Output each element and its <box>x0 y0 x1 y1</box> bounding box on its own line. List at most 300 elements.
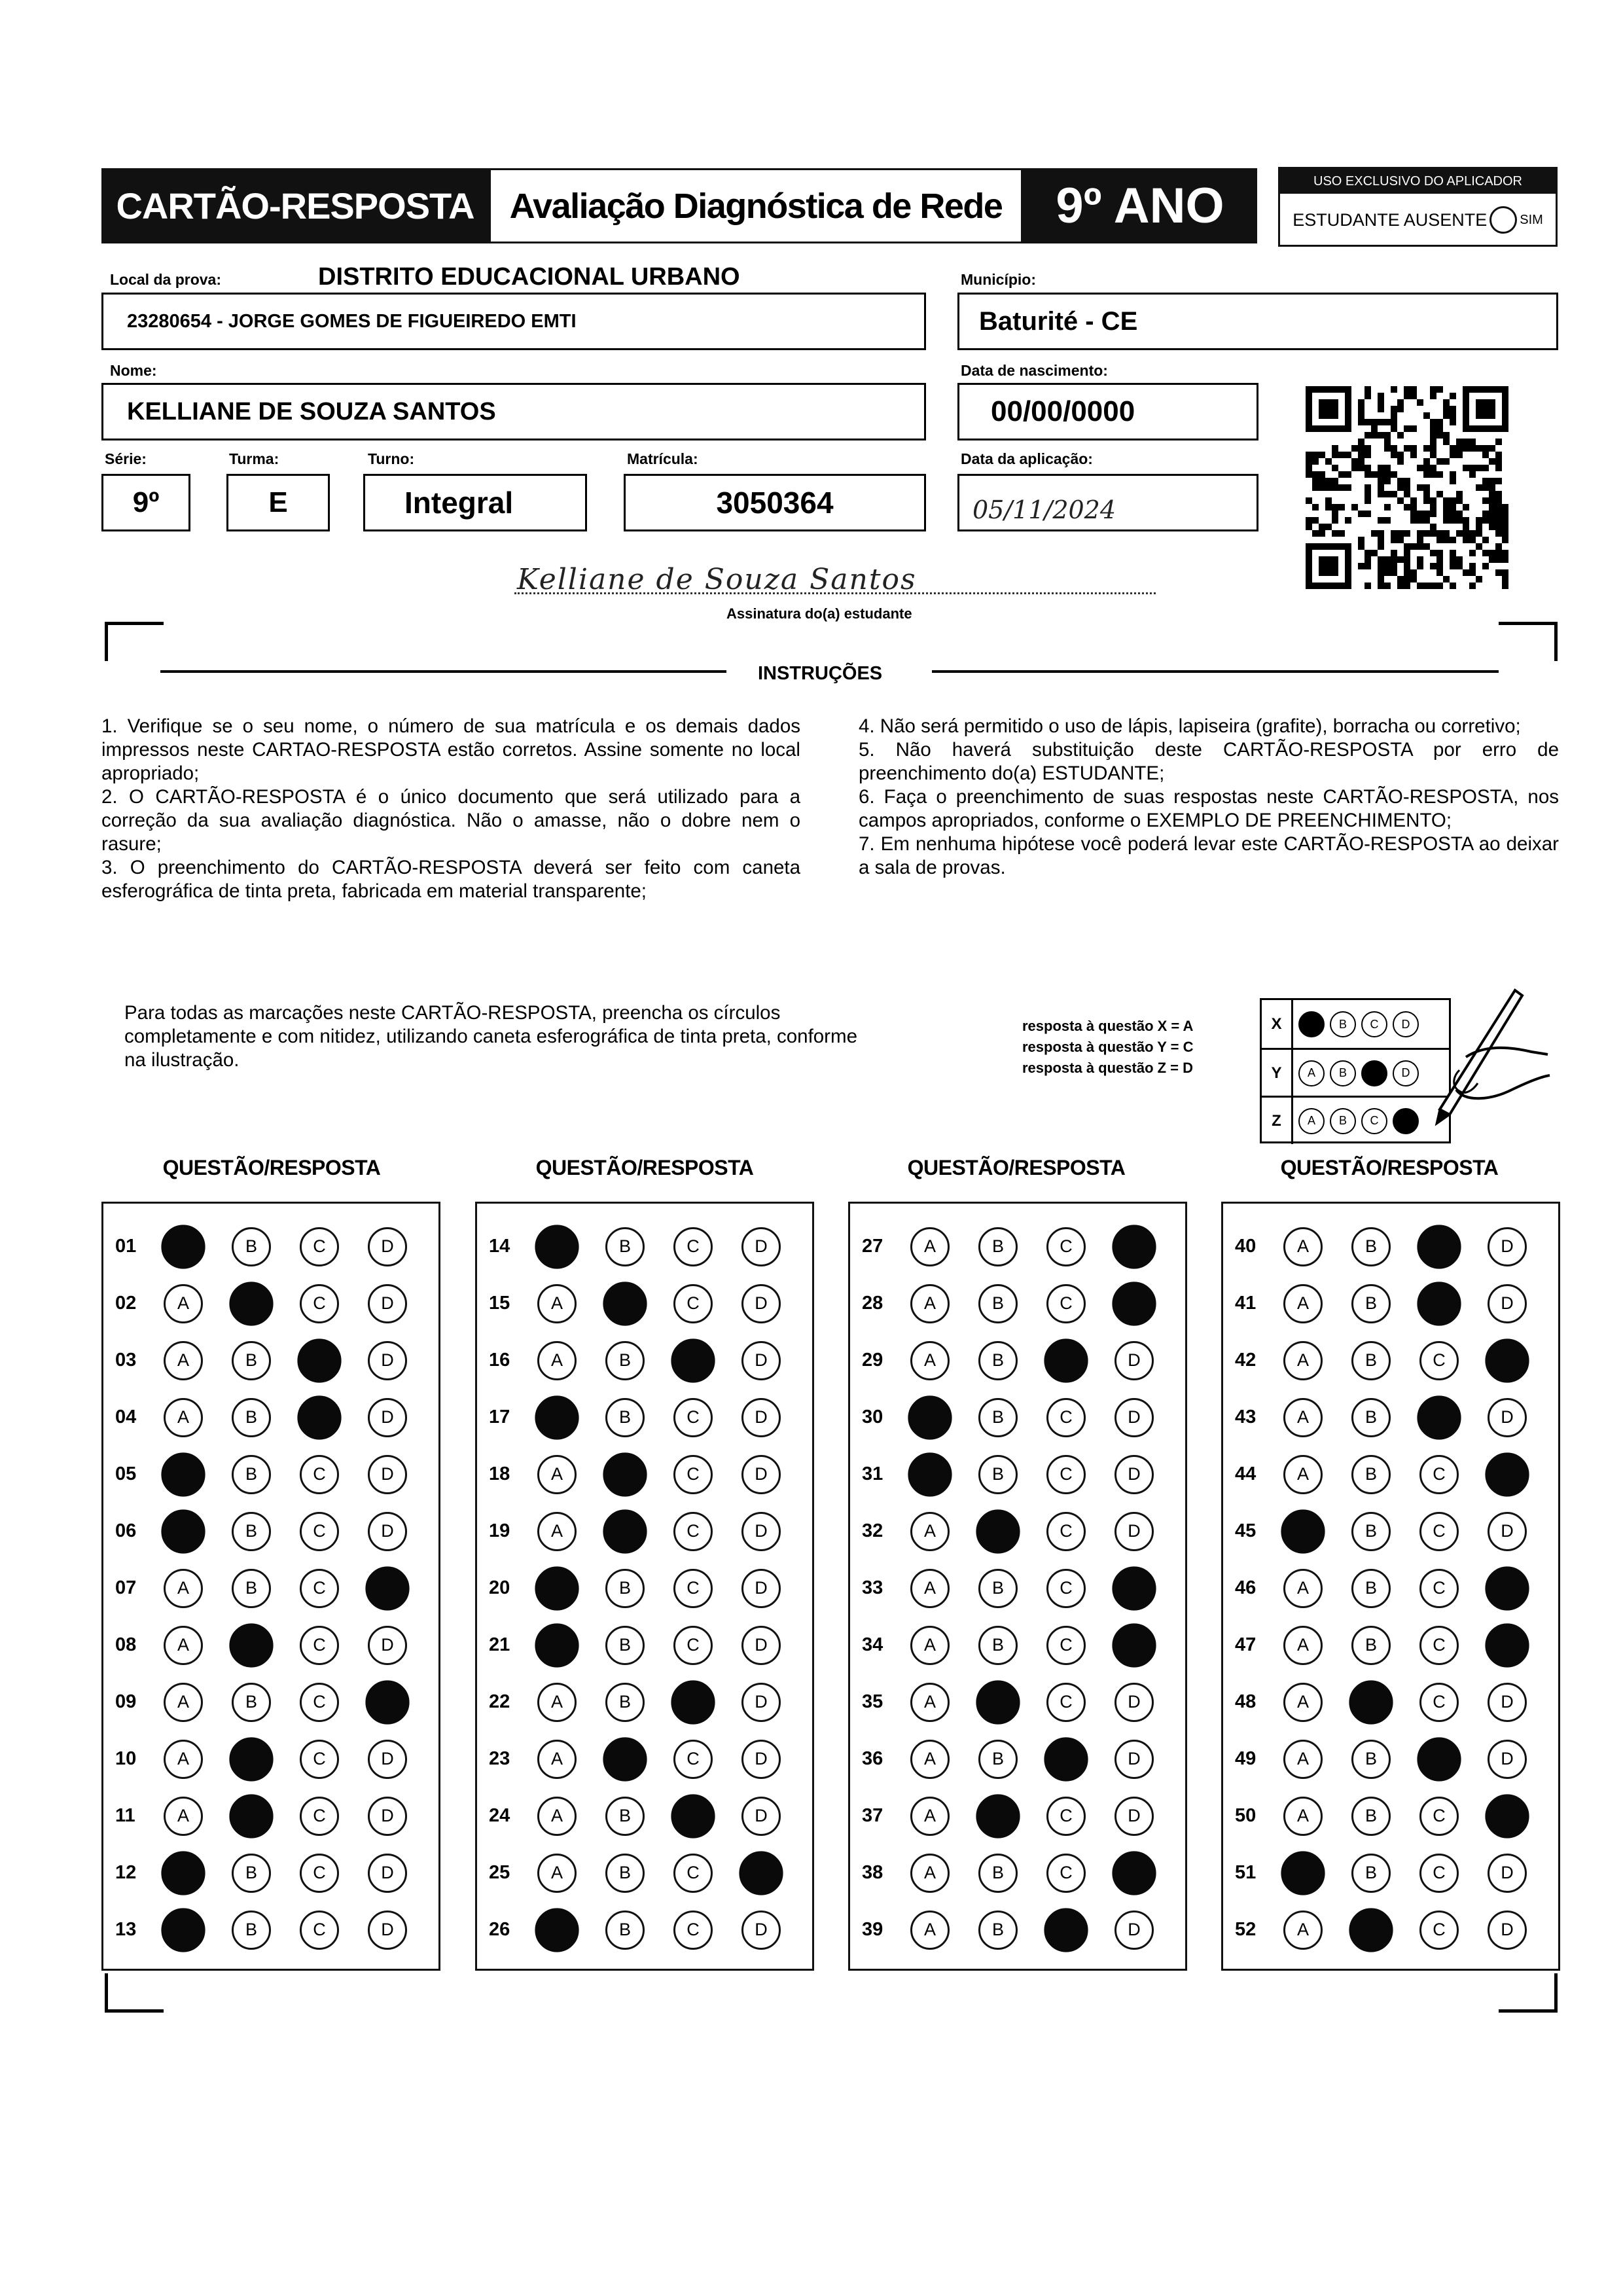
answer-bubble-d[interactable]: D <box>1115 1740 1154 1779</box>
answer-bubble-b[interactable]: B <box>605 1683 645 1722</box>
answer-bubble-b[interactable]: B <box>605 1341 645 1380</box>
answer-bubble-b[interactable] <box>229 1737 273 1781</box>
answer-bubble-d[interactable]: D <box>741 1284 781 1323</box>
qr-module <box>1384 439 1391 445</box>
question-number: 19 <box>489 1520 510 1541</box>
qr-module <box>1456 491 1463 497</box>
answer-bubble-b[interactable]: B <box>1351 1569 1391 1608</box>
qr-module <box>1332 478 1338 484</box>
qr-module <box>1463 524 1469 530</box>
answer-bubble-d[interactable]: D <box>368 1512 407 1551</box>
answer-bubble-c[interactable]: C <box>1046 1227 1086 1266</box>
answer-bubble-b[interactable]: B <box>232 1341 271 1380</box>
answer-bubble-b[interactable]: B <box>1351 1341 1391 1380</box>
absent-checkbox[interactable] <box>1489 206 1517 234</box>
corner-mark-top-left <box>105 622 164 661</box>
answer-bubble-d[interactable] <box>1112 1225 1156 1268</box>
answer-bubble-b[interactable]: B <box>605 1398 645 1437</box>
qr-module <box>1345 471 1351 478</box>
answer-bubble-d[interactable]: D <box>1488 1854 1527 1893</box>
answer-bubble-d[interactable]: D <box>1488 1910 1527 1950</box>
answer-bubble-b[interactable]: B <box>232 1512 271 1551</box>
answer-bubble-b[interactable]: B <box>232 1569 271 1608</box>
answer-bubble-a[interactable]: A <box>1283 1910 1323 1950</box>
answer-bubble-b[interactable]: B <box>978 1569 1018 1608</box>
answer-bubble-d[interactable]: D <box>1115 1683 1154 1722</box>
answer-bubble-c[interactable]: C <box>673 1569 713 1608</box>
answer-bubble-b[interactable]: B <box>978 1626 1018 1665</box>
answer-bubble-d[interactable]: D <box>741 1569 781 1608</box>
answer-bubble-c[interactable]: C <box>1046 1854 1086 1893</box>
qr-module <box>1384 569 1391 576</box>
answer-bubble-c[interactable] <box>1417 1737 1461 1781</box>
answer-bubble-c[interactable] <box>1417 1282 1461 1325</box>
qr-module <box>1495 517 1502 524</box>
nascimento-value: 00/00/0000 <box>991 395 1135 427</box>
qr-module <box>1364 432 1371 439</box>
answer-bubble-b[interactable] <box>603 1737 647 1781</box>
answer-bubble-a[interactable] <box>535 1623 579 1667</box>
answer-bubble-c[interactable]: C <box>1419 1854 1459 1893</box>
nome-value: KELLIANE DE SOUZA SANTOS <box>127 397 496 425</box>
answer-bubble-a[interactable]: A <box>910 1569 950 1608</box>
question-number: 02 <box>115 1293 137 1314</box>
qr-module <box>1358 511 1364 517</box>
answer-bubble-b[interactable]: B <box>978 1854 1018 1893</box>
answer-bubble-c[interactable] <box>671 1794 715 1838</box>
answer-bubble-b[interactable]: B <box>978 1398 1018 1437</box>
answer-bubble-b[interactable]: B <box>1351 1740 1391 1779</box>
answer-bubble-b[interactable]: B <box>605 1797 645 1836</box>
answer-bubble-c[interactable]: C <box>673 1455 713 1494</box>
answer-bubble-a[interactable]: A <box>910 1227 950 1266</box>
answer-bubble-d[interactable] <box>1485 1623 1529 1667</box>
answer-bubble-d[interactable]: D <box>741 1910 781 1950</box>
answer-bubble-b[interactable] <box>603 1452 647 1496</box>
answer-bubble-d[interactable]: D <box>741 1512 781 1551</box>
answer-bubble-b[interactable] <box>603 1282 647 1325</box>
answer-bubble-c[interactable]: C <box>300 1740 339 1779</box>
answer-bubble-c[interactable]: C <box>1419 1512 1459 1551</box>
answer-bubble-c[interactable]: C <box>1046 1569 1086 1608</box>
question-number: 27 <box>862 1236 883 1257</box>
answer-bubble-a[interactable]: A <box>910 1341 950 1380</box>
qr-module <box>1502 556 1508 563</box>
answer-row <box>850 1731 1185 1787</box>
answer-bubble-a[interactable] <box>1281 1509 1325 1553</box>
answer-bubble-a[interactable]: A <box>164 1569 203 1608</box>
answer-bubble-b[interactable] <box>1349 1908 1393 1952</box>
qr-module <box>1378 484 1384 491</box>
answer-bubble-d[interactable]: D <box>368 1227 407 1266</box>
answer-bubble-d[interactable] <box>1485 1338 1529 1382</box>
answer-bubble-d[interactable]: D <box>368 1284 407 1323</box>
qr-module <box>1338 471 1345 478</box>
qr-module <box>1378 569 1384 576</box>
answer-bubble-c[interactable]: C <box>673 1740 713 1779</box>
answer-bubble-d[interactable]: D <box>1488 1683 1527 1722</box>
answer-bubble-b[interactable]: B <box>978 1740 1018 1779</box>
answer-bubble-d[interactable]: D <box>741 1398 781 1437</box>
answer-bubble-c[interactable]: C <box>300 1512 339 1551</box>
answer-bubble-b[interactable]: B <box>978 1284 1018 1323</box>
answer-bubble-d[interactable]: D <box>741 1341 781 1380</box>
answer-bubble-d[interactable]: D <box>368 1455 407 1494</box>
answer-bubble-c[interactable]: C <box>300 1569 339 1608</box>
answer-bubble-a[interactable]: A <box>164 1284 203 1323</box>
answer-bubble-b[interactable]: B <box>1351 1398 1391 1437</box>
qr-module <box>1397 576 1404 583</box>
answer-bubble-b[interactable]: B <box>978 1455 1018 1494</box>
answer-bubble-a[interactable]: A <box>910 1797 950 1836</box>
qr-module <box>1430 530 1436 537</box>
answer-bubble-a[interactable]: A <box>164 1626 203 1665</box>
pen-hand-icon <box>1400 978 1551 1136</box>
answer-bubble-d[interactable]: D <box>741 1740 781 1779</box>
answer-bubble-c[interactable] <box>1044 1737 1088 1781</box>
answer-bubble-b[interactable]: B <box>1351 1455 1391 1494</box>
answer-bubble-c[interactable]: C <box>1419 1341 1459 1380</box>
qr-module <box>1332 465 1338 471</box>
qr-module <box>1469 465 1476 471</box>
qr-module <box>1358 439 1364 445</box>
answer-bubble-c[interactable]: C <box>300 1854 339 1893</box>
answer-bubble-d[interactable]: D <box>1488 1740 1527 1779</box>
answer-bubble-c[interactable]: C <box>1046 1683 1086 1722</box>
answer-bubble-b[interactable]: B <box>232 1227 271 1266</box>
answer-bubble-c[interactable]: C <box>1419 1626 1459 1665</box>
answer-bubble-c[interactable]: C <box>1046 1398 1086 1437</box>
answer-bubble-a[interactable]: A <box>1283 1284 1323 1323</box>
answer-bubble-d[interactable] <box>365 1680 409 1724</box>
answer-bubble-d[interactable]: D <box>741 1455 781 1494</box>
question-number: 46 <box>1235 1577 1257 1598</box>
answer-bubble-a[interactable] <box>908 1452 952 1496</box>
qr-module <box>1325 504 1332 511</box>
answer-bubble-a[interactable]: A <box>164 1797 203 1836</box>
answer-bubble-c[interactable]: C <box>1419 1455 1459 1494</box>
answer-bubble-d[interactable] <box>1112 1851 1156 1895</box>
answer-bubble-c[interactable]: C <box>1046 1455 1086 1494</box>
question-number: 10 <box>115 1748 137 1769</box>
municipio-field <box>957 293 1558 350</box>
answer-bubble-c[interactable]: C <box>300 1227 339 1266</box>
answer-bubble-c[interactable]: C <box>1419 1910 1459 1950</box>
turno-value: Integral <box>404 486 514 520</box>
answer-bubble-a[interactable]: A <box>1283 1797 1323 1836</box>
answer-bubble-a[interactable]: A <box>164 1341 203 1380</box>
answer-bubble-a[interactable]: A <box>1283 1626 1323 1665</box>
answer-bubble-c[interactable]: C <box>1419 1569 1459 1608</box>
answer-bubble-d[interactable] <box>1112 1282 1156 1325</box>
answer-bubble-d[interactable]: D <box>1115 1512 1154 1551</box>
answer-bubble-d[interactable]: D <box>368 1626 407 1665</box>
answer-bubble-b[interactable]: B <box>232 1854 271 1893</box>
answer-bubble-a[interactable]: A <box>537 1854 577 1893</box>
instruction-7: 7. Em nenhuma hipótese você poderá levar este CARTÃO-RESPOSTA ao deixar a sala de provas. <box>859 833 1559 878</box>
answer-bubble-c[interactable]: C <box>1046 1626 1086 1665</box>
answer-bubble-a[interactable] <box>161 1225 205 1268</box>
qr-module <box>1378 406 1384 412</box>
qr-module <box>1391 452 1397 458</box>
answer-bubble-d[interactable] <box>1112 1623 1156 1667</box>
answer-bubble-a[interactable]: A <box>910 1740 950 1779</box>
answer-bubble-a[interactable]: A <box>164 1740 203 1779</box>
answer-bubble-b[interactable]: B <box>605 1910 645 1950</box>
answer-bubble-b[interactable]: B <box>605 1854 645 1893</box>
answer-bubble-c[interactable]: C <box>673 1910 713 1950</box>
answer-bubble-b[interactable]: B <box>605 1227 645 1266</box>
answer-bubble-b[interactable]: B <box>1351 1227 1391 1266</box>
answer-bubble-c[interactable] <box>671 1338 715 1382</box>
qr-module <box>1476 576 1482 583</box>
qr-module <box>1456 439 1463 445</box>
qr-module <box>1378 563 1384 569</box>
qr-module <box>1430 439 1436 445</box>
answer-bubble-b[interactable]: B <box>232 1910 271 1950</box>
answer-bubble-d[interactable]: D <box>1115 1455 1154 1494</box>
answer-bubble-b[interactable]: B <box>1351 1284 1391 1323</box>
answer-bubble-a[interactable] <box>161 1509 205 1553</box>
answer-bubble-d[interactable]: D <box>368 1341 407 1380</box>
qr-module <box>1495 511 1502 517</box>
qr-module <box>1456 563 1463 569</box>
matricula-label: Matrícula: <box>627 450 698 467</box>
qr-module <box>1306 471 1312 478</box>
answer-bubble-a[interactable] <box>535 1908 579 1952</box>
answer-bubble-c[interactable]: C <box>673 1227 713 1266</box>
answer-bubble-b[interactable]: B <box>232 1683 271 1722</box>
answer-bubble-d[interactable]: D <box>1488 1512 1527 1551</box>
answer-bubble-d[interactable]: D <box>368 1910 407 1950</box>
answer-bubble-a[interactable]: A <box>910 1284 950 1323</box>
question-number: 45 <box>1235 1520 1257 1541</box>
answer-bubble-d[interactable]: D <box>741 1626 781 1665</box>
qr-module <box>1325 524 1332 530</box>
answer-bubble-d[interactable]: D <box>368 1854 407 1893</box>
answer-bubble-c[interactable]: C <box>300 1683 339 1722</box>
answer-bubble-d[interactable]: D <box>1115 1910 1154 1950</box>
answer-bubble-a[interactable]: A <box>164 1683 203 1722</box>
qr-module <box>1404 393 1410 399</box>
answer-bubble-b[interactable]: B <box>232 1455 271 1494</box>
answer-bubble-b[interactable]: B <box>605 1569 645 1608</box>
answer-bubble-d[interactable] <box>1485 1794 1529 1838</box>
qr-module <box>1338 504 1345 511</box>
answer-bubble-a[interactable]: A <box>537 1512 577 1551</box>
qr-module <box>1364 484 1371 491</box>
answer-bubble-a[interactable] <box>535 1566 579 1610</box>
answer-bubble-b[interactable] <box>229 1623 273 1667</box>
qr-module <box>1312 530 1319 537</box>
answer-bubble-a[interactable]: A <box>1283 1740 1323 1779</box>
answer-bubble-d[interactable]: D <box>368 1740 407 1779</box>
turma-field <box>226 474 330 531</box>
qr-module <box>1423 412 1430 419</box>
qr-module <box>1436 550 1443 556</box>
answer-bubble-a[interactable] <box>161 1851 205 1895</box>
answer-bubble-b[interactable]: B <box>1351 1626 1391 1665</box>
answer-bubble-b[interactable] <box>229 1794 273 1838</box>
answer-bubble-d[interactable]: D <box>1115 1341 1154 1380</box>
answer-bubble-b[interactable]: B <box>605 1626 645 1665</box>
answer-row <box>477 1332 812 1389</box>
answer-row <box>850 1218 1185 1275</box>
answer-bubble-a[interactable]: A <box>537 1341 577 1380</box>
answer-bubble-b[interactable] <box>976 1680 1020 1724</box>
answer-bubble-a[interactable]: A <box>1283 1341 1323 1380</box>
answer-bubble-a[interactable]: A <box>537 1455 577 1494</box>
answer-bubble-a[interactable] <box>1281 1851 1325 1895</box>
qr-module <box>1404 445 1410 452</box>
answer-bubble-d[interactable]: D <box>1115 1797 1154 1836</box>
answer-row <box>103 1901 438 1958</box>
answer-bubble-a[interactable]: A <box>910 1683 950 1722</box>
answer-bubble-a[interactable]: A <box>1283 1683 1323 1722</box>
answer-bubble-c[interactable]: C <box>300 1797 339 1836</box>
answer-bubble-d[interactable]: D <box>368 1398 407 1437</box>
answer-bubble-c[interactable]: C <box>673 1398 713 1437</box>
answer-bubble-d[interactable]: D <box>1488 1227 1527 1266</box>
answer-bubble-d[interactable]: D <box>1115 1398 1154 1437</box>
answer-bubble-b[interactable]: B <box>978 1341 1018 1380</box>
qr-module <box>1358 563 1364 569</box>
answer-bubble-c[interactable]: C <box>673 1626 713 1665</box>
answer-bubble-d[interactable] <box>1485 1566 1529 1610</box>
answer-bubble-b[interactable]: B <box>978 1227 1018 1266</box>
answer-bubble-a[interactable]: A <box>1283 1398 1323 1437</box>
question-number: 44 <box>1235 1463 1257 1484</box>
answer-bubble-a[interactable]: A <box>910 1512 950 1551</box>
qr-module <box>1410 452 1417 458</box>
answer-bubble-c[interactable]: C <box>1046 1284 1086 1323</box>
question-number: 51 <box>1235 1862 1257 1883</box>
answer-bubble-a[interactable]: A <box>164 1398 203 1437</box>
answer-bubble-c[interactable] <box>1417 1225 1461 1268</box>
qr-module <box>1436 419 1443 425</box>
answer-bubble-c[interactable]: C <box>300 1910 339 1950</box>
answer-bubble-a[interactable]: A <box>537 1797 577 1836</box>
answer-bubble-c[interactable]: C <box>300 1284 339 1323</box>
answer-bubble-a[interactable] <box>161 1452 205 1496</box>
answer-bubble-d[interactable]: D <box>741 1227 781 1266</box>
answer-bubble-a[interactable]: A <box>1283 1227 1323 1266</box>
answer-bubble-a[interactable]: A <box>910 1626 950 1665</box>
answer-bubble-a[interactable] <box>535 1225 579 1268</box>
answer-bubble-b[interactable] <box>603 1509 647 1553</box>
question-number: 22 <box>489 1691 510 1712</box>
qr-module <box>1489 484 1495 491</box>
answer-bubble-b[interactable]: B <box>1351 1854 1391 1893</box>
answer-bubble-c[interactable]: C <box>1046 1797 1086 1836</box>
answer-block-4 <box>1221 1202 1560 1971</box>
answer-bubble-c[interactable]: C <box>300 1455 339 1494</box>
answer-bubble-d[interactable] <box>1112 1566 1156 1610</box>
qr-module <box>1430 432 1436 439</box>
qr-module <box>1404 556 1410 563</box>
answer-bubble-d[interactable]: D <box>1488 1284 1527 1323</box>
instructions-title: INSTRUÇÕES <box>758 663 883 684</box>
answer-row <box>850 1901 1185 1958</box>
qr-module <box>1312 517 1319 524</box>
answer-bubble-d[interactable]: D <box>368 1797 407 1836</box>
answer-bubble-c[interactable]: C <box>1419 1797 1459 1836</box>
qr-module <box>1502 537 1508 543</box>
answer-bubble-a[interactable]: A <box>1283 1569 1323 1608</box>
answer-bubble-b[interactable] <box>976 1794 1020 1838</box>
answer-bubble-a[interactable]: A <box>537 1740 577 1779</box>
answer-bubble-d[interactable]: D <box>741 1683 781 1722</box>
qr-module <box>1384 556 1391 563</box>
answer-bubble-d[interactable]: D <box>1488 1398 1527 1437</box>
qr-module <box>1502 550 1508 556</box>
example-instructions: Para todas as marcações neste CARTÃO-RESPOSTA, preencha os círculos completamente e com nitidez, utilizando caneta esferográfica de tinta preta, conforme na ilustração. <box>124 1002 857 1071</box>
answer-bubble-a[interactable]: A <box>537 1683 577 1722</box>
qr-module <box>1332 445 1338 452</box>
qr-module <box>1378 576 1384 583</box>
instruction-1: 1. Verifique se o seu nome, o número de sua matrícula e os demais dados impressos neste CARTAO-RESPOSTA estão corretos. Assine somente no local apropriado; <box>101 715 800 784</box>
answer-bubble-c[interactable]: C <box>1419 1683 1459 1722</box>
qr-module <box>1450 537 1456 543</box>
column-header-1: QUESTÃO/RESPOSTA <box>162 1156 381 1179</box>
qr-module <box>1332 511 1338 517</box>
answer-bubble-b[interactable] <box>229 1282 273 1325</box>
qr-module <box>1312 452 1319 458</box>
answer-bubble-c[interactable]: C <box>673 1284 713 1323</box>
answer-bubble-b[interactable]: B <box>1351 1797 1391 1836</box>
answer-row <box>103 1674 438 1731</box>
answer-bubble-d[interactable] <box>365 1566 409 1610</box>
answer-bubble-b[interactable]: B <box>1351 1512 1391 1551</box>
answer-bubble-b[interactable]: B <box>232 1398 271 1437</box>
answer-bubble-b[interactable]: B <box>978 1910 1018 1950</box>
answer-bubble-c[interactable] <box>297 1338 341 1382</box>
answer-bubble-c[interactable]: C <box>673 1512 713 1551</box>
answer-bubble-c[interactable]: C <box>673 1854 713 1893</box>
qr-module <box>1430 563 1436 569</box>
answer-bubble-b[interactable] <box>976 1509 1020 1553</box>
qr-module <box>1364 497 1371 504</box>
qr-module <box>1332 530 1338 537</box>
answer-bubble-a[interactable]: A <box>910 1854 950 1893</box>
answer-bubble-a[interactable] <box>908 1395 952 1439</box>
answer-bubble-a[interactable] <box>535 1395 579 1439</box>
answer-bubble-a[interactable]: A <box>537 1284 577 1323</box>
answer-row <box>103 1844 438 1901</box>
answer-bubble-c[interactable] <box>1417 1395 1461 1439</box>
answer-bubble-a[interactable]: A <box>910 1910 950 1950</box>
answer-bubble-c[interactable] <box>297 1395 341 1439</box>
qr-module <box>1384 583 1391 589</box>
answer-bubble-c[interactable] <box>1044 1908 1088 1952</box>
qr-module <box>1495 530 1502 537</box>
answer-bubble-c[interactable] <box>1044 1338 1088 1382</box>
qr-module <box>1404 491 1410 497</box>
answer-bubble-a[interactable]: A <box>1283 1455 1323 1494</box>
qr-finder-pattern <box>1319 399 1338 419</box>
answer-bubble-c[interactable]: C <box>1046 1512 1086 1551</box>
answer-bubble-c[interactable] <box>671 1680 715 1724</box>
answer-bubble-c[interactable]: C <box>300 1626 339 1665</box>
answer-bubble-d[interactable]: D <box>741 1797 781 1836</box>
answer-bubble-d[interactable] <box>739 1851 783 1895</box>
answer-bubble-b[interactable] <box>1349 1680 1393 1724</box>
answer-bubble-a[interactable] <box>161 1908 205 1952</box>
question-number: 25 <box>489 1862 510 1883</box>
question-number: 32 <box>862 1520 883 1541</box>
qr-module <box>1338 530 1345 537</box>
answer-bubble-d[interactable] <box>1485 1452 1529 1496</box>
